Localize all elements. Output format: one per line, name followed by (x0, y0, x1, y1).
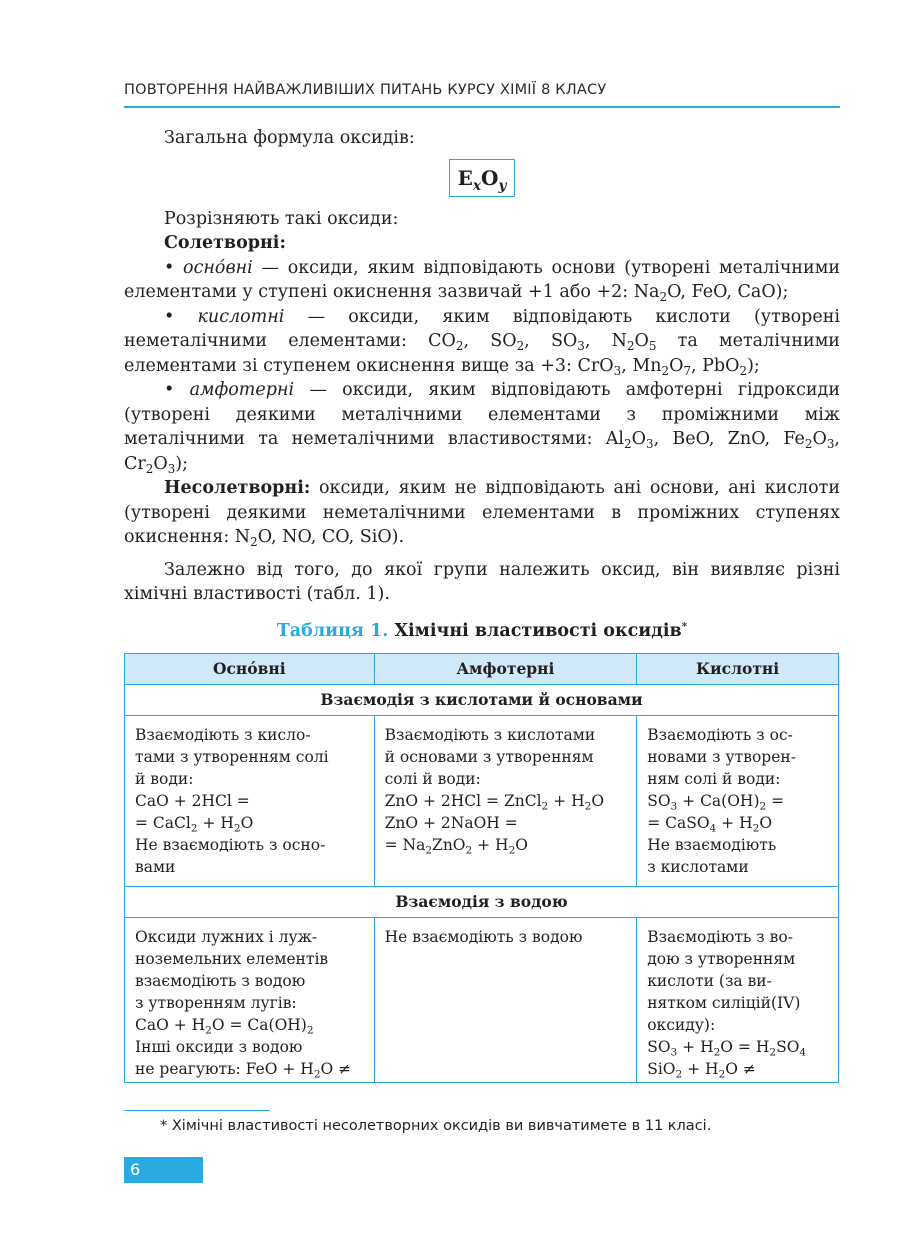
column-header-basic: Осно́вні (125, 654, 375, 685)
depends-paragraph: Залежно від того, до якої групи належить оксид, він виявляє різні хімічні властивості (табл. 1). (124, 559, 840, 604)
amphoteric-term: амфотерні (189, 380, 295, 400)
non-salt-forming-paragraph: Несолетворні: оксиди, яким не відповідають ані основи, ані кислоти (утворені деякими неметалічними елементами в проміжних ступенях окиснення: $N_2O$, NO, CO, SiO). (124, 478, 840, 550)
salt-forming-heading: Солетворні: (164, 233, 286, 253)
amphoteric-oxides-paragraph: • амфотерні — оксиди, яким відповідають амфотерні гідроксиди (утворені деякими металічними елементами з проміжними між металічними та неметалічними властивостями: $Al_2O_3$, BeO, ZnO, $Fe_2O_3$, $Cr_2O_3$); (124, 380, 840, 476)
formula-box-wrap (124, 159, 840, 199)
column-header-acidic: Кислотні (637, 654, 839, 685)
section-acids-bases: Взаємодія з кислотами й основами (125, 685, 839, 716)
oxide-properties-table (124, 653, 839, 1083)
table-section-row (125, 685, 839, 716)
column-header-amphoteric: Амфотерні (374, 654, 637, 685)
general-formula-label: Загальна формула оксидів: (164, 128, 415, 148)
table-header-row (125, 654, 839, 685)
acidic-term: кислотні (197, 306, 285, 327)
footnote-divider (124, 1110, 270, 1111)
cell-acidic-water: Взаємодіють з во- дою з утворенням кислоти (за ви- нятком силіцій(IV) оксиду): $SO_3 + H_2O = H_2SO_4$ $SiO_2 + H_2O$ ≠ (637, 918, 839, 1083)
cell-amphoteric-acids-bases: Взаємодіють з кислотами й основами з утворенням солі й води: ZnO + 2HCl = ZnCl$_2$ + $H_2O$ ZnO + 2NaOH = = $Na_2ZnO_2 + H_2O$ (374, 716, 637, 887)
footnote: * Хімічні властивості несолетворних оксидів ви вивчатимете в 11 класі. (160, 1118, 712, 1134)
table-section-row (125, 887, 839, 918)
footnote-mark: * (681, 620, 688, 633)
cell-amphoteric-water: Не взаємодіють з водою (374, 918, 637, 1083)
cell-basic-acids-bases: Взаємодіють з кисло- тами з утворенням солі й води: CaO + 2HCl = = CaCl$_2$ + $H_2O$ Не взаємодіють з осно- вами (125, 716, 375, 887)
table-caption (124, 619, 840, 644)
running-header: ПОВТОРЕННЯ НАЙВАЖЛИВІШИХ ПИТАНЬ КУРСУ ХІМІЇ 8 КЛАСУ (124, 82, 607, 98)
header-divider (124, 106, 840, 108)
table-row (125, 716, 839, 887)
table-caption-number: Таблиця 1. (276, 620, 389, 641)
table-caption-title: Хімічні властивості оксидів (394, 620, 682, 641)
page-number: 6 (124, 1157, 203, 1183)
cell-basic-water: Оксиди лужних і луж- ноземельних елементів взаємодіють з водою з утворенням лугів: CaO + $H_2O = Ca(OH)_2$ Інші оксиди з водою не реагують: FeO + $H_2O$ ≠ (125, 918, 375, 1083)
table-row (125, 918, 839, 1083)
non-salt-forming-heading: Несолетворні: (164, 478, 311, 498)
section-water: Взаємодія з водою (125, 887, 839, 918)
basic-oxides-paragraph: • осно́вні — оксиди, яким відповідають основи (утворені металічними елементами у ступені окиснення зазвичай +1 або +2: $Na_2O$, FeO, CaO); (124, 257, 841, 305)
basic-term: осно́вні (183, 257, 253, 278)
acidic-oxides-paragraph: • кислотні — оксиди, яким відповідають кислоти (утворені неметалічними елементами: $CO_2$, $SO_2$, $SO_3$, $N_2O_5$ та металічними елементами зі ступенем окиснення вище за +3: CrO$_3$, $Mn_2O_7$, PbO$_2$); (124, 306, 840, 378)
general-formula: $E_xO_y$ (449, 159, 516, 197)
main-text (124, 126, 840, 1083)
distinguish-text: Розрізняють такі оксиди: (164, 208, 399, 229)
cell-acidic-acids-bases: Взаємодіють з ос- новами з утворен- ням солі й води: $SO_3 + Ca(OH)_2$ = = CaSO$_4$ + $H_2O$ Не взаємодіють з кислотами (637, 716, 839, 887)
